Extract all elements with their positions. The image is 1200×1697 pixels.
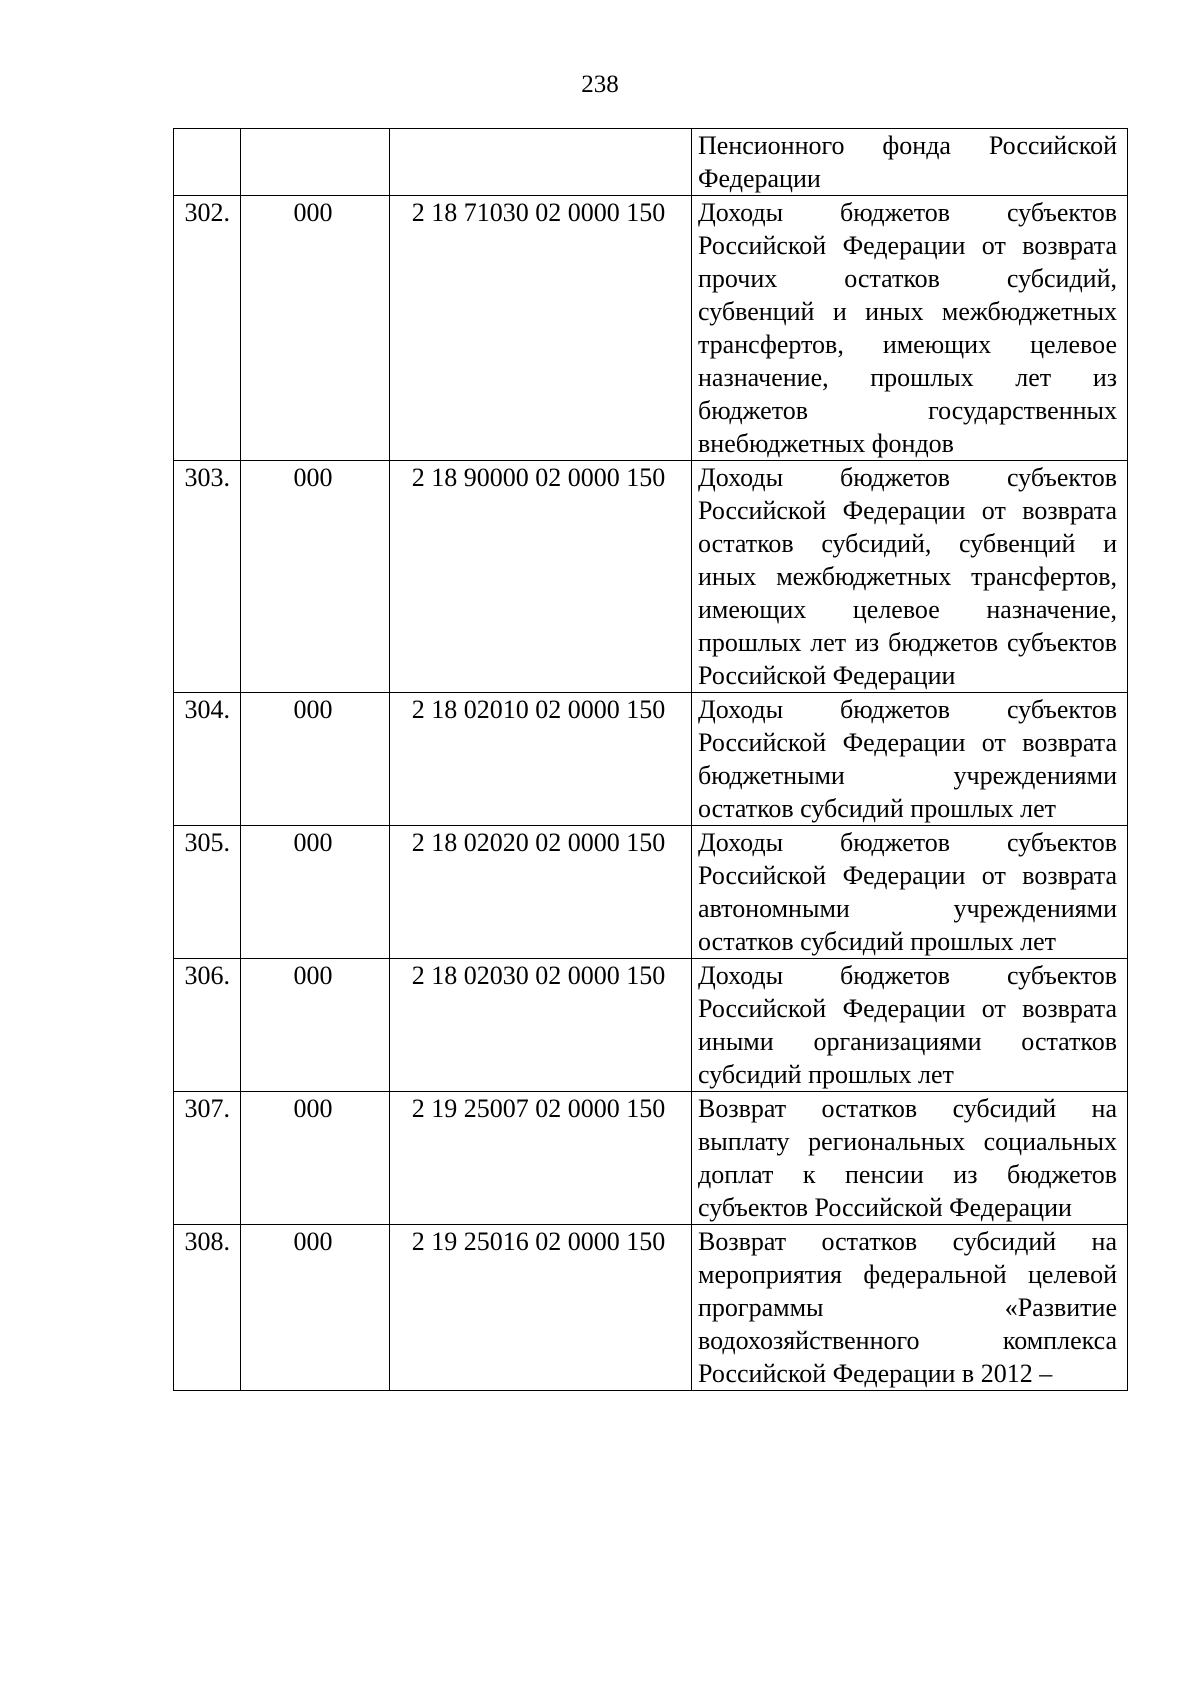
administrator-code: 000 <box>241 959 390 1092</box>
table-row <box>174 693 1128 826</box>
table-row <box>174 826 1128 959</box>
table-row <box>174 959 1128 1092</box>
budget-classification-code: 2 18 71030 02 0000 150 <box>390 196 692 461</box>
revenue-name: Возврат остатков субсидий на выплату региональных социальных доплат к пенсии из бюджетов субъектов Российской Федерации <box>692 1092 1128 1225</box>
table-row <box>174 461 1128 693</box>
table-row <box>174 196 1128 461</box>
revenue-name: Возврат остатков субсидий на мероприятия федеральной целевой программы «Развитие водохозяйственного комплекса Российской Федерации в 2012 – <box>692 1225 1128 1391</box>
administrator-code: 000 <box>241 826 390 959</box>
revenue-codes-table <box>173 128 1128 1391</box>
budget-classification-code: 2 18 02030 02 0000 150 <box>390 959 692 1092</box>
revenue-name: Пенсионного фонда Российской Федерации <box>692 129 1128 196</box>
administrator-code: 000 <box>241 1225 390 1391</box>
budget-classification-code: 2 19 25016 02 0000 150 <box>390 1225 692 1391</box>
row-number: 302. <box>174 196 241 461</box>
revenue-name: Доходы бюджетов субъектов Российской Федерации от возврата остатков субсидий, субвенций и иных межбюджетных трансфертов, имеющих целевое назначение, прошлых лет из бюджетов субъектов Российской Федерации <box>692 461 1128 693</box>
row-number: 305. <box>174 826 241 959</box>
page-number: 238 <box>581 71 619 98</box>
revenue-name: Доходы бюджетов субъектов Российской Федерации от возврата прочих остатков субсидий, субвенций и иных межбюджетных трансфертов, имеющих целевое назначение, прошлых лет из бюджетов государственных внебюджетных фондов <box>692 196 1128 461</box>
table-row <box>174 1092 1128 1225</box>
table-row <box>174 1225 1128 1391</box>
revenue-name: Доходы бюджетов субъектов Российской Федерации от возврата бюджетными учреждениями остатков субсидий прошлых лет <box>692 693 1128 826</box>
budget-classification-code: 2 18 90000 02 0000 150 <box>390 461 692 693</box>
budget-classification-code: 2 18 02010 02 0000 150 <box>390 693 692 826</box>
row-number <box>174 129 241 196</box>
administrator-code: 000 <box>241 196 390 461</box>
budget-classification-code: 2 18 02020 02 0000 150 <box>390 826 692 959</box>
revenue-name: Доходы бюджетов субъектов Российской Федерации от возврата иными организациями остатков субсидий прошлых лет <box>692 959 1128 1092</box>
budget-classification-code: 2 19 25007 02 0000 150 <box>390 1092 692 1225</box>
revenue-name: Доходы бюджетов субъектов Российской Федерации от возврата автономными учреждениями остатков субсидий прошлых лет <box>692 826 1128 959</box>
administrator-code: 000 <box>241 693 390 826</box>
row-number: 304. <box>174 693 241 826</box>
row-number: 303. <box>174 461 241 693</box>
administrator-code: 000 <box>241 461 390 693</box>
administrator-code: 000 <box>241 1092 390 1225</box>
table-row <box>174 129 1128 196</box>
row-number: 308. <box>174 1225 241 1391</box>
row-number: 307. <box>174 1092 241 1225</box>
budget-classification-code <box>390 129 692 196</box>
administrator-code <box>241 129 390 196</box>
row-number: 306. <box>174 959 241 1092</box>
